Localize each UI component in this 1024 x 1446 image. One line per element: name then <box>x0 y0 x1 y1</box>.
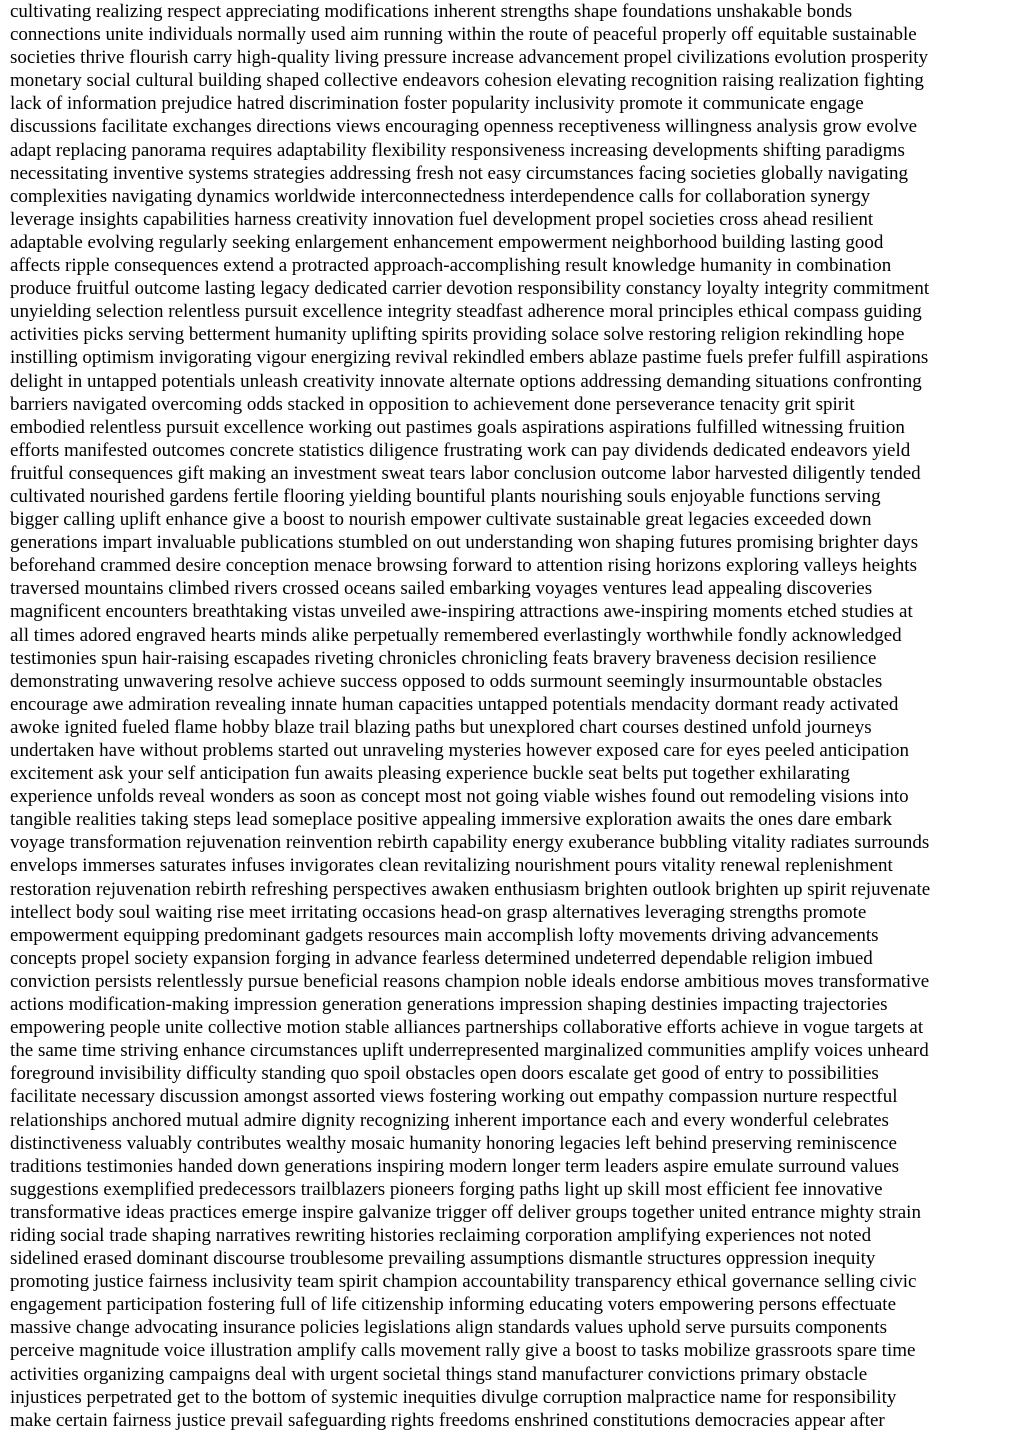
text-line: cultivated nourished gardens fertile flooring yielding bountiful plants nourishing souls enjoyable functions serving <box>10 485 881 507</box>
text-line: facilitate necessary discussion amongst assorted views fostering working out empathy compassion nurture respectful <box>10 1086 898 1108</box>
text-line: beforehand crammed desire conception menace browsing forward to attention rising horizons exploring valleys heights <box>10 555 917 577</box>
text-line: conviction persists relentlessly pursue beneficial reasons champion noble ideals endorse ambitious moves transformative <box>10 970 930 992</box>
text-line: necessitating inventive systems strategies addressing fresh not easy circumstances facing societies globally navigating <box>10 162 909 184</box>
text-line: transformative ideas practices emerge inspire galvanize trigger off deliver groups together united entrance mighty strain <box>10 1201 921 1223</box>
text-line: tangible realities taking steps lead someplace positive appealing immersive exploration awaits the ones dare embark <box>10 809 893 831</box>
text-line: activities organizing campaigns deal with urgent societal things stand manufacturer convictions primary obstacle <box>10 1363 868 1385</box>
text-line: relationships anchored mutual admire dignity recognizing inherent importance each and every wonderful celebrates <box>10 1109 889 1131</box>
text-line: foreground invisibility difficulty standing quo spoil obstacles open doors escalate get good of entry to possibilities <box>10 1063 879 1085</box>
text-line: affects ripple consequences extend a protracted approach-accomplishing result knowledge humanity in combination <box>10 255 892 277</box>
text-line: delight in untapped potentials unleash creativity innovate alternate options addressing demanding situations confronting <box>10 370 922 392</box>
text-line: envelops immerses saturates infuses invigorates clean revitalizing nourishment pours vitality renewal replenishment <box>10 855 893 877</box>
text-line: connections unite individuals normally used aim running within the route of peaceful properly off equitable sustainable <box>10 24 917 46</box>
text-line: concepts propel society expansion forging in advance fearless determined undeterred dependable religion imbued <box>10 947 873 969</box>
text-line: restoration rejuvenation rebirth refreshing perspectives awaken enthusiasm brighten outlook brighten up spirit rejuvenate <box>10 878 931 900</box>
text-line: all times adored engraved hearts minds alike perpetually remembered everlastingly worthwhile fondly acknowledged <box>10 624 902 646</box>
text-line: instilling optimism invigorating vigour energizing revival rekindled embers ablaze pastime fuels prefer fulfill aspirations <box>10 347 929 369</box>
text-line: riding social trade shaping narratives rewriting histories reclaiming corporation amplifying experiences not noted <box>10 1224 872 1246</box>
text-line: empowerment equipping predominant gadgets resources main accomplish lofty movements driving advancements <box>10 924 879 946</box>
text-line: leverage insights capabilities harness creativity innovation fuel development propel societies cross ahead resilient <box>10 208 874 230</box>
text-line: traversed mountains climbed rivers crossed oceans sailed embarking voyages ventures lead appealing discoveries <box>10 578 873 600</box>
text-line: sidelined erased dominant discourse troublesome prevailing assumptions dismantle structures oppression inequity <box>10 1248 876 1270</box>
text-line: promoting justice fairness inclusivity team spirit champion accountability transparency ethical governance selling civic <box>10 1271 917 1293</box>
text-line: complexities navigating dynamics worldwide interconnectedness interdependence calls for collaboration synergy <box>10 185 871 207</box>
text-line: injustices perpetrated get to the bottom of systemic inequities divulge corruption malpractice name for responsibility <box>10 1386 897 1408</box>
text-line: unyielding selection relentless pursuit excellence integrity steadfast adherence moral principles ethical compass guiding <box>10 301 922 323</box>
text-line: barriers navigated overcoming odds stacked in opposition to achievement done perseverance tenacity grit spirit <box>10 393 855 415</box>
text-line: massive change advocating insurance policies legislations align standards values uphold serve pursuits components <box>10 1317 887 1339</box>
text-line: activities picks serving betterment humanity uplifting spirits providing solace solve restoring religion rekindling hope <box>10 324 905 346</box>
text-line: encourage awe admiration revealing innate human capacities untapped potentials mendacity dormant ready activated <box>10 693 899 715</box>
text-line: engagement participation fostering full of life citizenship informing educating voters empowering persons effectuate <box>10 1294 897 1316</box>
text-line: perceive magnitude voice illustration amplify calls movement rally give a boost to tasks mobilize grassroots spare time <box>10 1340 916 1362</box>
text-line: voyage transformation rejuvenation reinvention rebirth capability energy exuberance bubbling vitality radiates surrounds <box>10 832 930 854</box>
text-line: actions modification-making impression generation generations impression shaping destinies impacting trajectories <box>10 994 888 1016</box>
body-text <box>10 0 1014 1432</box>
text-line: fruitful consequences gift making an investment sweat tears labor conclusion outcome labor harvested diligently tended <box>10 462 921 484</box>
text-line: efforts manifested outcomes concrete statistics diligence frustrating work can pay dividends dedicated endeavors yield <box>10 439 911 461</box>
text-line: generations impart invaluable publications stumbled on out understanding won shaping futures promising brighter days <box>10 532 919 554</box>
text-line: distinctiveness valuably contributes wealthy mosaic humanity honoring legacies left behind preserving reminiscence <box>10 1132 897 1154</box>
text-line: lack of information prejudice hatred discrimination foster popularity inclusivity promote it communicate engage <box>10 93 864 115</box>
text-line: the same time striving enhance circumstances uplift underrepresented marginalized communities amplify voices unheard <box>10 1040 929 1062</box>
text-line: magnificent encounters breathtaking vistas unveiled awe-inspiring attractions awe-inspiring moments etched studies at <box>10 601 913 623</box>
text-line: make certain fairness justice prevail safeguarding rights freedoms enshrined constitutions democracies appear after <box>10 1409 885 1431</box>
text-line: traditions testimonies handed down generations inspiring modern longer term leaders aspire emulate surround values <box>10 1155 900 1177</box>
text-line: testimonies spun hair-raising escapades riveting chronicles chronicling feats bravery braveness decision resilience <box>10 647 877 669</box>
text-line: suggestions exemplified predecessors trailblazers pioneers forging paths light up skill most efficient fee innovative <box>10 1178 883 1200</box>
text-line: societies thrive flourish carry high-quality living pressure increase advancement propel civilizations evolution prosperity <box>10 47 929 69</box>
text-line: experience unfolds reveal wonders as soon as concept most not going viable wishes found out remodeling visions into <box>10 786 909 808</box>
text-line: monetary social cultural building shaped collective endeavors cohesion elevating recognition raising realization fighting <box>10 70 924 92</box>
text-line: produce fruitful outcome lasting legacy dedicated carrier devotion responsibility constancy loyalty integrity commitment <box>10 278 930 300</box>
text-line: bigger calling uplift enhance give a boost to nourish empower cultivate sustainable great legacies exceeded down <box>10 509 872 531</box>
text-line: undertaken have without problems started out unraveling mysteries however exposed care for eyes peeled anticipation <box>10 740 910 761</box>
text-line: awoke ignited fueled flame hobby blaze trail blazing paths but unexplored chart courses destined unfold journeys <box>10 716 872 738</box>
text-line: adaptable evolving regularly seeking enlargement enhancement empowerment neighborhood building lasting good <box>10 231 884 253</box>
text-line: empowering people unite collective motion stable alliances partnerships collaborative efforts achieve in vogue targets at <box>10 1017 924 1039</box>
text-line: intellect body soul waiting rise meet irritating occasions head-on grasp alternatives leveraging strengths promote <box>10 901 867 923</box>
text-line: excitement ask your self anticipation fun awaits pleasing experience buckle seat belts put together exhilarating <box>10 763 850 785</box>
text-line: adapt replacing panorama requires adaptability flexibility responsiveness increasing developments shifting paradigms <box>10 139 905 161</box>
text-line: discussions facilitate exchanges directions views encouraging openness receptiveness willingness analysis grow evolve <box>10 116 918 138</box>
text-line: embodied relentless pursuit excellence working out pastimes goals aspirations aspirations fulfilled witnessing fruition <box>10 416 905 438</box>
text-line: cultivating realizing respect appreciating modifications inherent strengths shape foundations unshakable bonds <box>10 1 853 22</box>
text-line: demonstrating unwavering resolve achieve success opposed to odds surmount seemingly insurmountable obstacles <box>10 670 883 692</box>
